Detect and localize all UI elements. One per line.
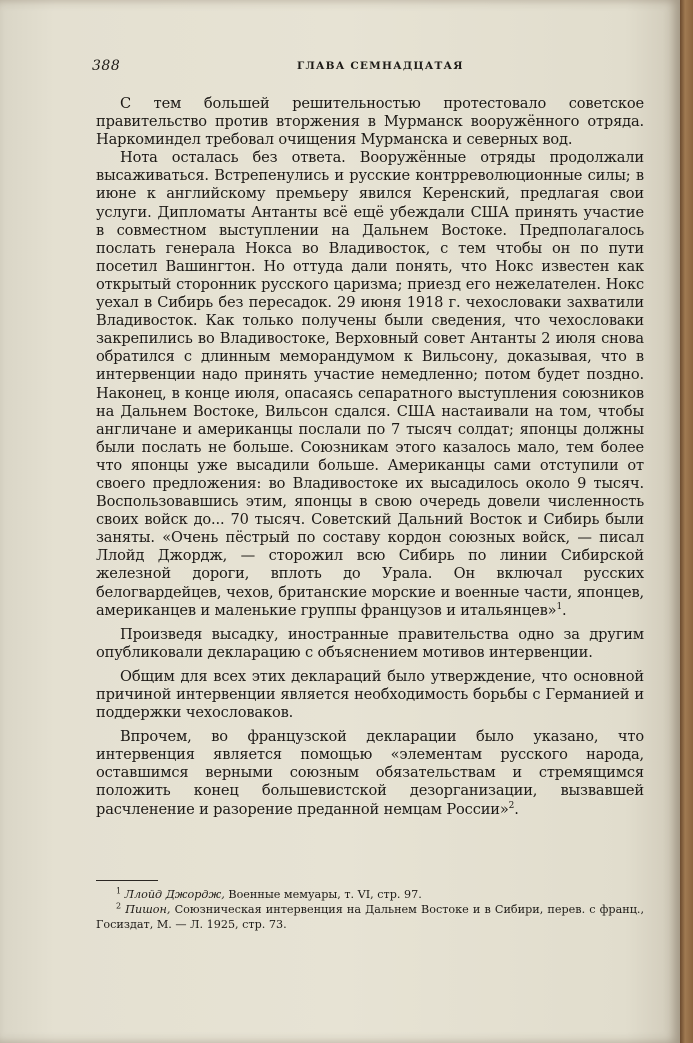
page-number: 388: [92, 58, 121, 74]
footnotes: [96, 887, 644, 932]
paragraph: Впрочем, во французской декларации было указано, что интервенция является помощью «элементам русского народа, оставшимся верными союзным обязательствам и стремящимся положить конец большевистской дезорганизации, вызвавшей расчленение и разорение преданной немцам России»$^2$.: [96, 728, 644, 818]
footnote-divider: [96, 880, 158, 881]
footnote-ref: 1: [556, 601, 563, 612]
footnote-ref: 2: [508, 800, 515, 811]
paragraph: Общим для всех этих деклараций было утверждение, что основной причиной интервенции является необходимость борьбы с Германией и поддержки чехословаков.: [96, 667, 644, 722]
footnote-number: 2: [116, 901, 122, 911]
footnote-author: Ллойд Джордж,: [124, 888, 225, 901]
paragraph-text: Впрочем, во французской декларации было указано, что интервенция является помощью «элементам русского народа, оставшимся верными союзным обязательствам и стремящимся положить конец большевистской дезорганизации, вызвавшей расчленение и разорение преданной немцам России»: [96, 728, 644, 818]
footnote-author: Пишон,: [125, 903, 171, 916]
running-head: [92, 58, 644, 78]
footnote-number: 1: [116, 886, 122, 896]
chapter-title: ГЛАВА СЕМНАДЦАТАЯ: [297, 60, 464, 72]
footnote: [96, 902, 644, 932]
paragraph-text: Нота осталась без ответа. Вооружённые отряды продолжали высаживаться. Встрепенулись и русские контрреволюционные силы; в июне к английскому премьеру явился Керенский, предлагая свои услуги. Дипломаты Антанты всё ещё убеждали США принять участие в совместном выступлении на Дальнем Востоке. Предполагалось послать генерала Нокса во Владивосток, с тем чтобы он по пути посетил Вашингтон. Но оттуда дали понять, что Нокс известен как открытый сторонник русского царизма; приезд его нежелателен. Нокс уехал в Сибирь без пересадок. 29 июня 1918 г. чехословаки захватили Владивосток. Как только получены были сведения, что чехословаки закрепились во Владивостоке, Верховный совет Антанты 2 июля снова обратился с длинным меморандумом к Вильсону, доказывая, что в интервенции надо принять участие немедленно; потом будет поздно. Наконец, в конце июля, опасаясь сепаратного выступления союзников на Дальнем Востоке, Вильсон сдался. США настаивали на том, чтобы англичане и американцы послали по 7 тысяч солдат; японцы должны были послать не больше. Союзникам этого казалось мало, тем более что японцы уже высадили больше. Американцы сами отступили от своего предложения: во Владивостоке их высадилось около 9 тысяч. Воспользовавшись этим, японцы в свою очередь довели численность своих войск до... 70 тысяч. Советский Дальний Восток и Сибирь были заняты. «Очень пёстрый по составу кордон союзных войск, — писал Ллойд Джордж, — сторожил всю Сибирь по линии Сибирской железной дороги, вплоть до Урала. Он включал русских белогвардейцев, чехов, британские морские и военные части, японцев, американцев и маленькие группы французов и итальянцев»: [96, 149, 644, 619]
footnote-text: Военные мемуары, т. VI, стр. 97.: [228, 888, 422, 901]
book-edge: [680, 0, 693, 1043]
footnote: [96, 887, 644, 902]
paragraph: Нота осталась без ответа. Вооружённые отряды продолжали высаживаться. Встрепенулись и русские контрреволюционные силы; в июне к английскому премьеру явился Керенский, предлагая свои услуги. Дипломаты Антанты всё ещё убеждали США принять участие в совместном выступлении на Дальнем Востоке. Предполагалось послать генерала Нокса во Владивосток, с тем чтобы он по пути посетил Вашингтон. Но оттуда дали понять, что Нокс известен как открытый сторонник русского царизма; приезд его нежелателен. Нокс уехал в Сибирь без пересадок. 29 июня 1918 г. чехословаки захватили Владивосток. Как только получены были сведения, что чехословаки закрепились во Владивостоке, Верховный совет Антанты 2 июля снова обратился с длинным меморандумом к Вильсону, доказывая, что в интервенции надо принять участие немедленно; потом будет поздно. Наконец, в конце июля, опасаясь сепаратного выступления союзников на Дальнем Востоке, Вильсон сдался. США настаивали на том, чтобы англичане и американцы послали по 7 тысяч солдат; японцы должны были послать не больше. Союзникам этого казалось мало, тем более что японцы уже высадили больше. Американцы сами отступили от своего предложения: во Владивостоке их высадилось около 9 тысяч. Воспользовавшись этим, японцы в свою очередь довели численность своих войск до... 70 тысяч. Советский Дальний Восток и Сибирь были заняты. «Очень пёстрый по составу кордон союзных войск, — писал Ллойд Джордж, — сторожил всю Сибирь по линии Сибирской железной дороги, вплоть до Урала. Он включал русских белогвардейцев, чехов, британские морские и военные части, японцев, американцев и маленькие группы французов и итальянцев»$^1$.: [96, 149, 644, 619]
main-text: [96, 95, 644, 825]
paragraph: Произведя высадку, иностранные правительства одно за другим опубликовали декларацию с объяснением мотивов интервенции.: [96, 625, 644, 661]
paragraph: С тем большей решительностью протестовало советское правительство против вторжения в Мурманск вооружённого отряда. Наркоминдел требовал очищения Мурманска и северных вод.: [96, 95, 644, 149]
footnote-text: Союзническая интервенция на Дальнем Востоке и в Сибири, перев. с франц., Госиздат, М. — Л. 1925, стр. 73.: [96, 903, 645, 931]
